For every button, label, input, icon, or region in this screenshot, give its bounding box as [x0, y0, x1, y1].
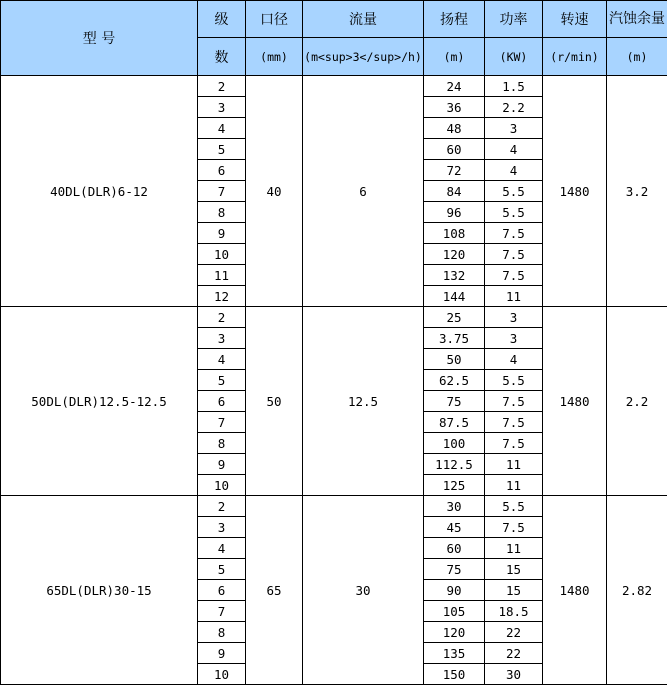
head-cell: 75	[424, 391, 485, 412]
stages-cell: 6	[198, 580, 246, 601]
stages-cell: 3	[198, 97, 246, 118]
head-cell: 60	[424, 139, 485, 160]
power-unit: (KW)	[485, 38, 543, 76]
head-cell: 100	[424, 433, 485, 454]
head-cell: 50	[424, 349, 485, 370]
head-cell: 132	[424, 265, 485, 286]
speed-cell: 1480	[543, 307, 607, 496]
speed-cell: 1480	[543, 76, 607, 307]
stages-cell: 10	[198, 244, 246, 265]
stages-cell: 7	[198, 601, 246, 622]
head-cell: 112.5	[424, 454, 485, 475]
head-cell: 135	[424, 643, 485, 664]
header-row-top	[1, 1, 667, 38]
stages-cell: 3	[198, 328, 246, 349]
head-cell: 75	[424, 559, 485, 580]
npsh-unit: (m)	[607, 38, 667, 76]
head-header: 扬程	[424, 1, 485, 38]
power-cell: 11	[485, 454, 543, 475]
power-cell: 7.5	[485, 517, 543, 538]
power-cell: 5.5	[485, 181, 543, 202]
stages-cell: 4	[198, 349, 246, 370]
head-cell: 3.75	[424, 328, 485, 349]
npsh-cell: 3.2	[607, 76, 667, 307]
speed-header: 转速	[543, 1, 607, 38]
head-cell: 62.5	[424, 370, 485, 391]
flow-unit: (m<sup>3</sup>/h)	[303, 38, 424, 76]
power-cell: 1.5	[485, 76, 543, 97]
head-cell: 120	[424, 622, 485, 643]
power-cell: 3	[485, 118, 543, 139]
power-cell: 5.5	[485, 370, 543, 391]
stages-cell: 11	[198, 265, 246, 286]
npsh-cell: 2.2	[607, 307, 667, 496]
head-cell: 48	[424, 118, 485, 139]
power-cell: 7.5	[485, 391, 543, 412]
flow-cell: 30	[303, 496, 424, 685]
table-row	[1, 76, 667, 97]
head-cell: 144	[424, 286, 485, 307]
power-header: 功率	[485, 1, 543, 38]
stages-cell: 5	[198, 139, 246, 160]
stages-cell: 3	[198, 517, 246, 538]
diameter-cell: 40	[246, 76, 303, 307]
head-cell: 96	[424, 202, 485, 223]
head-cell: 30	[424, 496, 485, 517]
diameter-header: 口径	[246, 1, 303, 38]
model-cell: 40DL(DLR)6-12	[1, 76, 198, 307]
stages-cell: 2	[198, 307, 246, 328]
power-cell: 4	[485, 160, 543, 181]
power-cell: 22	[485, 643, 543, 664]
stages-cell: 6	[198, 160, 246, 181]
stages-header-bottom: 数	[198, 38, 246, 76]
head-cell: 25	[424, 307, 485, 328]
power-cell: 2.2	[485, 97, 543, 118]
power-cell: 5.5	[485, 202, 543, 223]
head-cell: 72	[424, 160, 485, 181]
stages-cell: 9	[198, 643, 246, 664]
table-row	[1, 496, 667, 517]
stages-cell: 7	[198, 412, 246, 433]
diameter-cell: 50	[246, 307, 303, 496]
head-cell: 87.5	[424, 412, 485, 433]
model-cell: 65DL(DLR)30-15	[1, 496, 198, 685]
stages-cell: 8	[198, 622, 246, 643]
model-cell: 50DL(DLR)12.5-12.5	[1, 307, 198, 496]
stages-header-top: 级	[198, 1, 246, 38]
power-cell: 4	[485, 349, 543, 370]
head-cell: 45	[424, 517, 485, 538]
head-cell: 120	[424, 244, 485, 265]
head-cell: 150	[424, 664, 485, 685]
power-cell: 15	[485, 559, 543, 580]
power-cell: 4	[485, 139, 543, 160]
power-cell: 18.5	[485, 601, 543, 622]
head-cell: 60	[424, 538, 485, 559]
head-cell: 36	[424, 97, 485, 118]
stages-cell: 7	[198, 181, 246, 202]
table-row	[1, 307, 667, 328]
stages-cell: 10	[198, 664, 246, 685]
diameter-unit: (mm)	[246, 38, 303, 76]
power-cell: 11	[485, 538, 543, 559]
stages-cell: 9	[198, 454, 246, 475]
stages-cell: 10	[198, 475, 246, 496]
head-cell: 24	[424, 76, 485, 97]
model-header: 型 号	[1, 1, 198, 76]
stages-cell: 9	[198, 223, 246, 244]
power-cell: 11	[485, 286, 543, 307]
diameter-cell: 65	[246, 496, 303, 685]
flow-cell: 12.5	[303, 307, 424, 496]
head-cell: 108	[424, 223, 485, 244]
stages-cell: 4	[198, 118, 246, 139]
power-cell: 30	[485, 664, 543, 685]
stages-cell: 4	[198, 538, 246, 559]
stages-cell: 5	[198, 370, 246, 391]
stages-cell: 6	[198, 391, 246, 412]
stages-cell: 2	[198, 76, 246, 97]
power-cell: 7.5	[485, 412, 543, 433]
stages-cell: 5	[198, 559, 246, 580]
spec-body	[1, 76, 667, 685]
head-cell: 105	[424, 601, 485, 622]
power-cell: 5.5	[485, 496, 543, 517]
power-cell: 7.5	[485, 244, 543, 265]
power-cell: 22	[485, 622, 543, 643]
power-cell: 7.5	[485, 433, 543, 454]
head-unit: (m)	[424, 38, 485, 76]
npsh-cell: 2.82	[607, 496, 667, 685]
power-cell: 3	[485, 307, 543, 328]
power-cell: 3	[485, 328, 543, 349]
stages-cell: 12	[198, 286, 246, 307]
power-cell: 11	[485, 475, 543, 496]
head-cell: 125	[424, 475, 485, 496]
head-cell: 90	[424, 580, 485, 601]
power-cell: 7.5	[485, 265, 543, 286]
speed-cell: 1480	[543, 496, 607, 685]
power-cell: 15	[485, 580, 543, 601]
stages-cell: 2	[198, 496, 246, 517]
npsh-header: 汽蚀余量	[607, 1, 667, 38]
flow-cell: 6	[303, 76, 424, 307]
stages-cell: 8	[198, 433, 246, 454]
stages-cell: 8	[198, 202, 246, 223]
flow-header: 流量	[303, 1, 424, 38]
head-cell: 84	[424, 181, 485, 202]
power-cell: 7.5	[485, 223, 543, 244]
speed-unit: (r/min)	[543, 38, 607, 76]
